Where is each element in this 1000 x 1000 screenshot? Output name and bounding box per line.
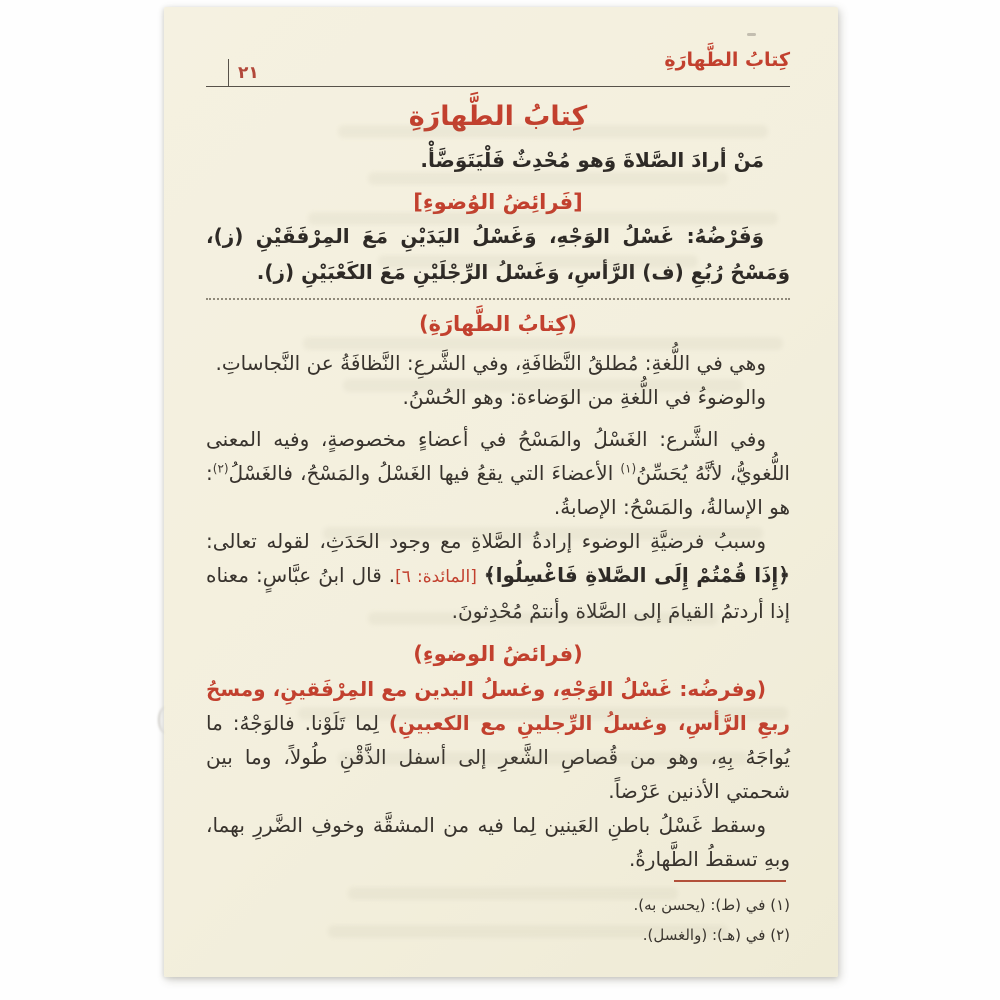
quran-reference: [المائدة: ٦]	[395, 567, 477, 587]
paper-speck	[747, 33, 756, 36]
paragraph-taharah-lugha: وهي في اللُّغةِ: مُطلقُ النَّظافَةِ، وفي الشَّرعِ: النَّظافَةُ عن النَّجاساتِ.	[215, 351, 766, 375]
paragraph-shar-definition	[206, 422, 790, 524]
paragraph-sabab-wudu	[206, 524, 790, 628]
sabab-text-a: وسببُ فرضيَّةِ الوضوء إرادةُ الصَّلاةِ مع وجود الحَدَثِ، لقوله تعالى:	[206, 529, 766, 553]
commentary-faraid-heading: (فرائضُ الوضوءِ)	[413, 642, 583, 666]
quran-verse: ﴿إِذَا قُمْتُمْ إِلَى الصَّلاةِ فَاغْسِلُوا﴾	[483, 563, 790, 587]
footnotes-block	[206, 890, 790, 950]
faraid-sharh-text: لِما تَلَوْنا. فالوَجْهُ: ما يُواجَهُ بِهِ، وهو من قُصاصِ الشَّعرِ إلى أسفل الذَّقْنِ طُولاً، وما بين شحمتي الأذنين عَرْضاً.	[206, 711, 790, 803]
footnote-marker-2: (٢)	[212, 461, 229, 476]
page-number-box	[228, 59, 259, 86]
book-page	[164, 7, 838, 977]
matn-commentary-divider	[206, 298, 790, 300]
shar-text-a: وفي الشَّرع: الغَسْلُ والمَسْحُ في أعضاءٍ مخصوصةٍ، وفيه المعنى اللُّغويُّ، لأنَّهُ يُحَسِّنُ	[206, 427, 790, 485]
chapter-title: كِتابُ الطَّهارَةِ	[408, 101, 588, 132]
shar-text-b: الأعضاءَ التي يقعُ فيها الغَسْلُ والمَسْحُ، فالغَسْلُ	[228, 461, 621, 485]
matn-intro: مَنْ أرادَ الصَّلاةَ وَهو مُحْدِثٌ فَلْيَتَوَضَّأْ.	[420, 148, 764, 172]
sabab-text-b: . قال ابنُ عبَّاسٍ: معناه إذا أردتمُ القيامَ إلى الصَّلاة وأنتمْ مُحْدِثونَ.	[206, 563, 790, 623]
page-header	[206, 49, 790, 87]
matn-wudu-heading: [فَرائِضُ الوُضوءِ]	[413, 190, 583, 214]
paragraph-faraid	[206, 672, 790, 808]
faraid-matn-quote: (وفرضُه: غَسْلُ الوَجْهِ، وغسلُ اليدين مع المِرْفَقينِ، ومسحُ ربعِ الرَّأسِ، وغسلُ الرِّجلينِ مع الكعبينِ)	[206, 677, 790, 735]
footnote-1: (١) في (ط): (يحسن به).	[633, 896, 790, 914]
paragraph-wudu-lugha: والوضوءُ في اللُّغةِ من الوَضاءة: وهو الحُسْنُ.	[402, 385, 766, 409]
footnote-marker-1: (١)	[620, 461, 637, 476]
matn-fard: وَفَرْضُهُ: غَسْلُ الوَجْهِ، وَغَسْلُ اليَدَيْنِ مَعَ المِرْفَقَيْنِ (ز)، وَمَسْحُ رُبُعِ (ف) الرَّأسِ، وَغَسْلُ الرِّجْلَيْنِ مَعَ الكَعْبَيْنِ (ز).	[206, 224, 790, 284]
shar-text-c: : هو الإسالةُ، والمَسْحُ: الإصابةُ.	[206, 461, 790, 519]
running-title: كِتابُ الطَّهارَةِ	[664, 49, 790, 71]
paragraph-saqat-ghasl: وسقط غَسْلُ باطنِ العَينين لِما فيه من المشقَّة وخوفِ الضَّررِ بهما، وبهِ تسقطُ الطَّهارةُ.	[206, 813, 790, 871]
footnote-divider	[674, 880, 786, 882]
page-crease	[158, 707, 172, 733]
page-number: ٢١	[238, 62, 259, 83]
footnote-2: (٢) في (هـ): (والغسل).	[642, 926, 790, 944]
commentary-kitab-heading: (كِتابُ الطَّهارَةِ)	[418, 312, 578, 336]
